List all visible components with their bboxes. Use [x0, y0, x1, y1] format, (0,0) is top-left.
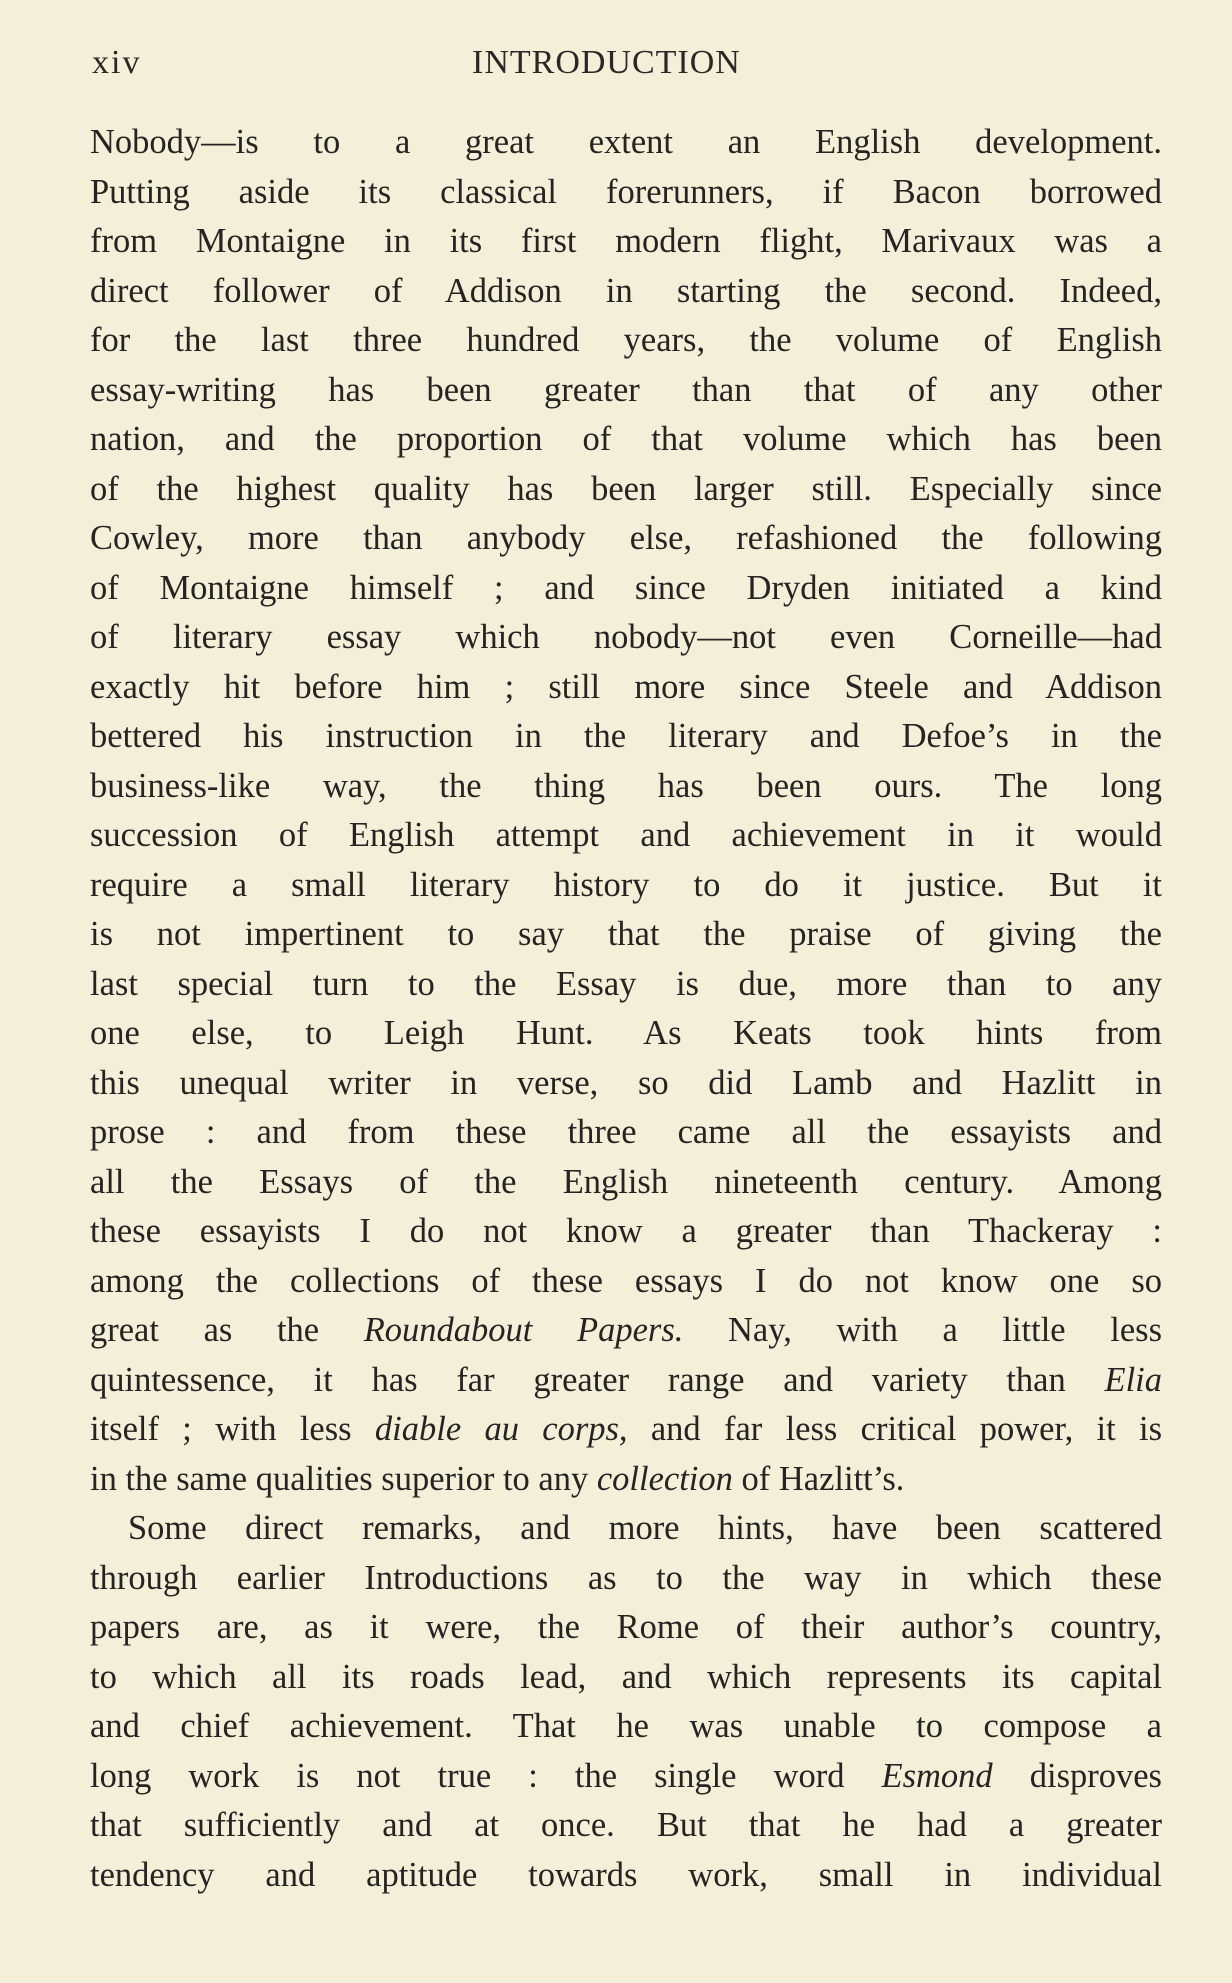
- running-head: [92, 44, 1160, 88]
- text-line: [90, 960, 1162, 1010]
- italic-title: collection: [596, 1459, 733, 1498]
- text-segment: for the last three hundred years, the volume of English: [90, 321, 1162, 359]
- text-segment: Nobody—is to a great extent an English development.: [90, 123, 1162, 161]
- text-segment: all the Essays of the English nineteenth century. Among: [90, 1162, 1162, 1201]
- italic-title: Elia: [1104, 1360, 1162, 1399]
- text-line: [90, 811, 1162, 861]
- text-segment: Putting aside its classical forerunners, if Bacon borrowed: [90, 172, 1162, 211]
- text-segment: of the highest quality has been larger still. Especially since: [90, 469, 1162, 508]
- text-segment: from Montaigne in its first modern flight, Marivaux was a: [90, 222, 1162, 260]
- text-line: [90, 168, 1162, 218]
- text-line: [90, 316, 1162, 366]
- text-line: [90, 1752, 1162, 1802]
- text-segment: this unequal writer in verse, so did Lamb and Hazlitt in: [90, 1063, 1162, 1102]
- italic-title: Roundabout Papers.: [363, 1311, 684, 1349]
- text-segment: prose : and from these three came all the essayists and: [90, 1113, 1162, 1151]
- text-line: [90, 118, 1162, 168]
- italic-title: diable au corps,: [374, 1410, 628, 1448]
- text-segment: bettered his instruction in the literary and Defoe’s in the: [90, 717, 1162, 755]
- text-segment: essay-writing has been greater than that of any other: [90, 370, 1162, 409]
- text-line: [90, 415, 1162, 465]
- body-text: [90, 118, 1162, 1900]
- text-line: [90, 366, 1162, 416]
- text-segment: among the collections of these essays I do not know one so: [90, 1261, 1162, 1300]
- text-line: [90, 1702, 1162, 1752]
- text-line: [90, 861, 1162, 911]
- text-segment: itself ; with less: [90, 1410, 375, 1448]
- text-line: [90, 514, 1162, 564]
- text-segment: long work is not true : the single word: [90, 1756, 882, 1795]
- text-line: [90, 1554, 1162, 1604]
- text-line: [90, 1207, 1162, 1257]
- text-segment: business-like way, the thing has been ours. The long: [90, 766, 1162, 805]
- text-line: [90, 465, 1162, 515]
- text-segment: exactly hit before him ; still more since Steele and Addison: [90, 667, 1162, 706]
- text-line: [90, 217, 1162, 267]
- text-line: [90, 1108, 1162, 1158]
- text-line: [90, 910, 1162, 960]
- text-line: [90, 712, 1162, 762]
- text-segment: nation, and the proportion of that volume which has been: [90, 420, 1162, 458]
- text-line: [90, 1851, 1162, 1901]
- text-segment: and far less critical power, it is: [627, 1410, 1163, 1448]
- text-segment: last special turn to the Essay is due, more than to any: [90, 964, 1162, 1003]
- text-segment: and chief achievement. That he was unable to compose a: [90, 1707, 1162, 1745]
- text-segment: these essayists I do not know a greater than Thackeray :: [90, 1212, 1162, 1250]
- text-line: [90, 564, 1162, 614]
- text-segment: direct follower of Addison in starting the second. Indeed,: [90, 271, 1162, 310]
- text-segment: Cowley, more than anybody else, refashioned the following: [90, 519, 1162, 557]
- text-segment: through earlier Introductions as to the way in which these: [90, 1558, 1162, 1597]
- text-line: [90, 267, 1162, 317]
- text-segment: succession of English attempt and achievement in it would: [90, 816, 1162, 854]
- text-line: [90, 1306, 1162, 1356]
- text-line: [90, 1158, 1162, 1208]
- text-line: [90, 1356, 1162, 1406]
- text-line: [90, 1257, 1162, 1307]
- text-segment: papers are, as it were, the Rome of their author’s country,: [90, 1608, 1162, 1646]
- text-line: [90, 1009, 1162, 1059]
- text-segment: require a small literary history to do it justice. But it: [90, 865, 1162, 904]
- text-segment: Nay, with a little less: [683, 1311, 1162, 1349]
- text-segment: quintessence, it has far greater range and variety than: [90, 1360, 1105, 1399]
- text-line: [90, 613, 1162, 663]
- text-segment: disproves: [992, 1756, 1162, 1795]
- text-segment: of Hazlitt’s.: [732, 1459, 905, 1498]
- text-line: [90, 1059, 1162, 1109]
- text-line: [90, 1603, 1162, 1653]
- running-title: INTRODUCTION: [472, 44, 741, 81]
- text-line: [90, 1405, 1162, 1455]
- text-line: [90, 762, 1162, 812]
- text-line: [90, 1455, 1162, 1505]
- text-segment: of Montaigne himself ; and since Dryden initiated a kind: [90, 568, 1162, 607]
- text-segment: tendency and aptitude towards work, small in individual: [90, 1855, 1162, 1894]
- italic-title: Esmond: [881, 1756, 993, 1795]
- page-number: xiv: [92, 44, 142, 81]
- text-segment: one else, to Leigh Hunt. As Keats took hints from: [90, 1014, 1162, 1052]
- text-segment: to which all its roads lead, and which represents its capital: [90, 1657, 1162, 1696]
- text-line: [90, 663, 1162, 713]
- text-segment: is not impertinent to say that the praise of giving the: [90, 915, 1162, 953]
- text-segment: in the same qualities superior to any: [90, 1459, 597, 1498]
- text-line: [90, 1653, 1162, 1703]
- text-segment: that sufficiently and at once. But that he had a greater: [90, 1806, 1162, 1844]
- text-segment: great as the: [90, 1311, 364, 1349]
- text-line: [90, 1801, 1162, 1851]
- text-segment: Some direct remarks, and more hints, have been scattered: [128, 1509, 1162, 1547]
- text-segment: of literary essay which nobody—not even Corneille—had: [90, 618, 1162, 656]
- text-line: [90, 1504, 1162, 1554]
